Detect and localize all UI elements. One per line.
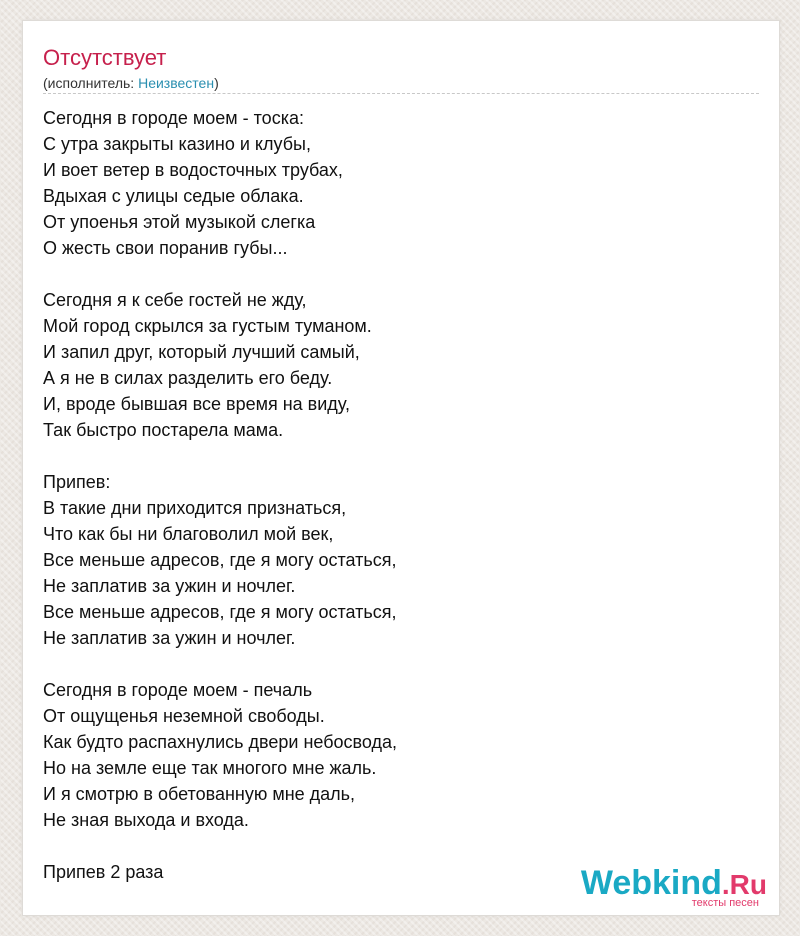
lyric-line: Вдыхая с улицы седые облака. <box>43 186 304 206</box>
lyric-line: Так быстро постарела мама. <box>43 420 284 440</box>
stanza-gap <box>43 651 397 677</box>
lyric-line: И воет ветер в водосточных трубах, <box>43 160 343 180</box>
lyric-line: Сегодня в городе моем - печаль <box>43 680 313 700</box>
logo-main-text: Webkind <box>580 864 722 902</box>
lyrics-text <box>43 105 397 885</box>
lyric-line: Припев: <box>43 472 111 492</box>
lyric-line: Не заплатив за ужин и ночлег. <box>43 628 296 648</box>
lyric-line: А я не в силах разделить его беду. <box>43 368 333 388</box>
lyric-line: Все меньше адресов, где я могу остаться, <box>43 602 397 622</box>
lyric-line: Что как бы ни благоволил мой век, <box>43 524 334 544</box>
lyric-line: С утра закрыты казино и клубы, <box>43 134 311 154</box>
stanza-gap <box>43 833 397 859</box>
lyric-line: Сегодня я к себе гостей не жду, <box>43 290 307 310</box>
logo-tagline: тексты песен <box>691 897 759 909</box>
site-logo[interactable] <box>573 863 773 913</box>
lyric-line: Сегодня в городе моем - тоска: <box>43 108 304 128</box>
lyric-line: Все меньше адресов, где я могу остаться, <box>43 550 397 570</box>
artist-suffix: ) <box>214 75 219 91</box>
lyric-line: Мой город скрылся за густым туманом. <box>43 316 372 336</box>
lyric-line: Как будто распахнулись двери небосвода, <box>43 732 398 752</box>
lyric-line: От упоенья этой музыкой слегка <box>43 212 316 232</box>
artist-prefix: (исполнитель: <box>43 75 139 91</box>
lyric-line: И, вроде бывшая все время на виду, <box>43 394 351 414</box>
lyric-line: Не зная выхода и входа. <box>43 810 249 830</box>
lyric-line: О жесть свои поранив губы... <box>43 238 288 258</box>
lyric-line: В такие дни приходится признаться, <box>43 498 347 518</box>
lyric-line: И я смотрю в обетованную мне даль, <box>43 784 356 804</box>
logo-tld: .Ru <box>721 869 767 900</box>
lyric-line: Не заплатив за ужин и ночлег. <box>43 576 296 596</box>
lyric-line: От ощущенья неземной свободы. <box>43 706 325 726</box>
lyric-line: Припев 2 раза <box>43 862 164 882</box>
artist-line <box>43 74 219 92</box>
lyric-line: И запил друг, который лучший самый, <box>43 342 360 362</box>
divider <box>43 93 759 94</box>
song-title: Отсутствует <box>43 45 167 70</box>
lyrics-card <box>22 20 780 916</box>
stanza-gap <box>43 443 397 469</box>
lyric-line: Но на земле еще так многого мне жаль. <box>43 758 377 778</box>
stanza-gap <box>43 261 397 287</box>
artist-link[interactable]: Неизвестен <box>138 75 215 91</box>
